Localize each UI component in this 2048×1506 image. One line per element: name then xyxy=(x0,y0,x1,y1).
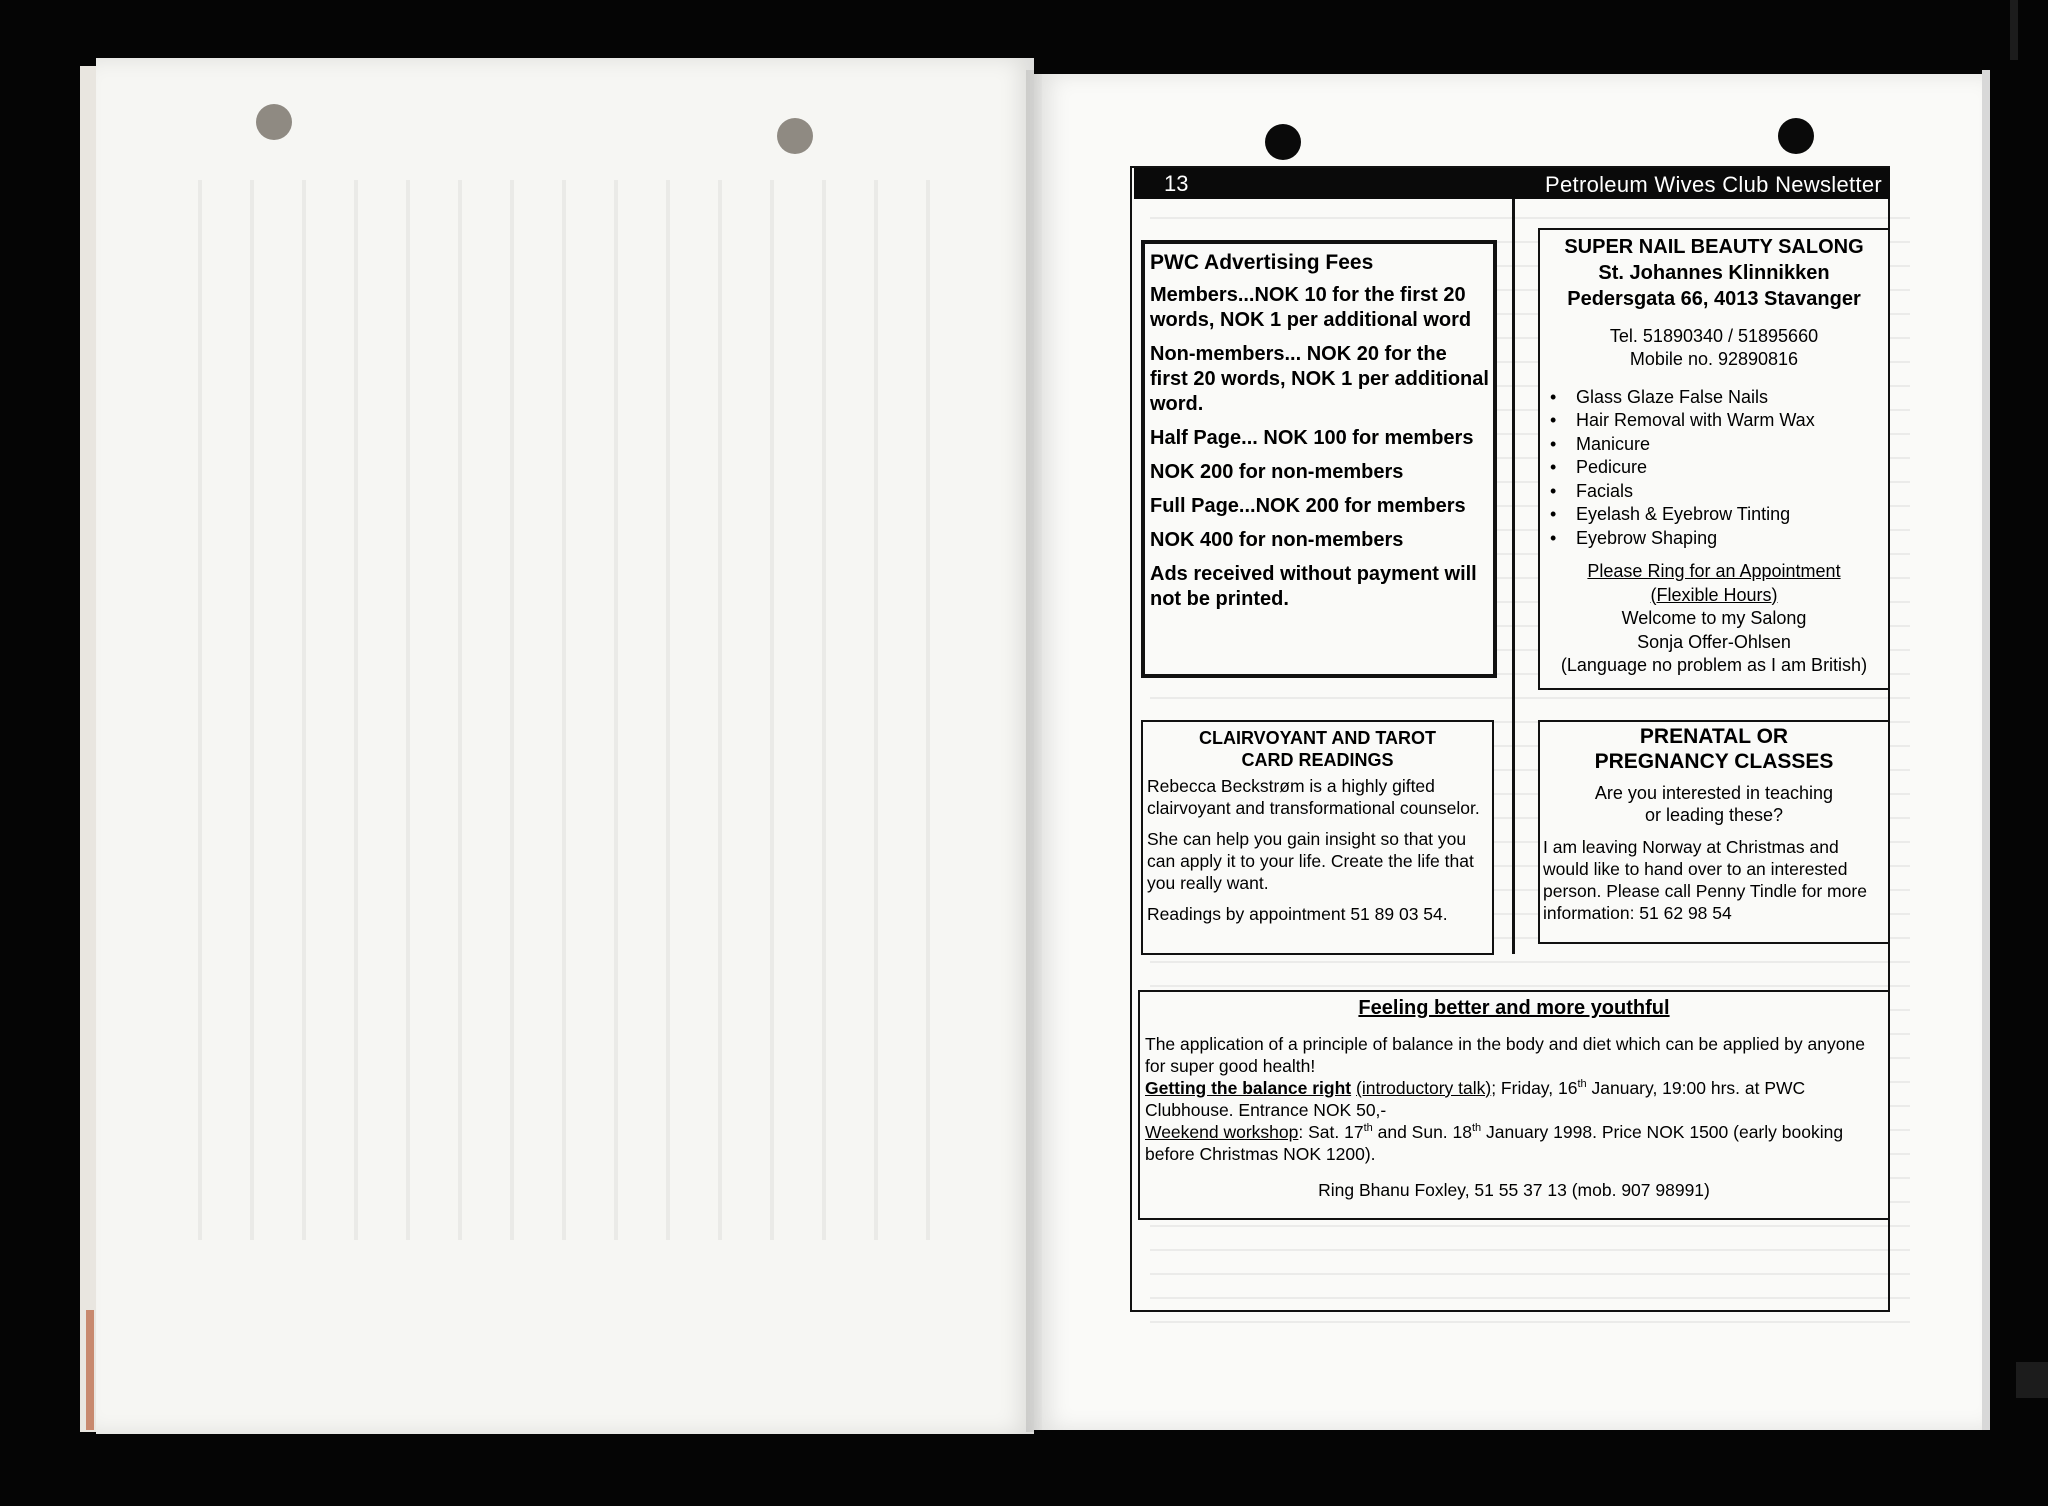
fee-full-page-members: Full Page...NOK 200 for members xyxy=(1150,495,1466,517)
advertising-fees-box xyxy=(1141,240,1497,678)
newsletter-header xyxy=(1134,168,1890,199)
clairvoyant-title-1: CLAIRVOYANT AND TAROT xyxy=(1198,728,1436,748)
prenatal-question-2: or leading these? xyxy=(1644,805,1784,825)
workshop-sup-1: th xyxy=(1363,1122,1373,1135)
workshop-mid: and Sun. 18 xyxy=(1372,1122,1472,1142)
clairvoyant-body: She can help you gain insight so that you can apply it to your life. Create the life that you really want. xyxy=(1147,829,1474,893)
nail-salon-ad xyxy=(1538,228,1890,690)
prenatal-classes-ad xyxy=(1538,720,1890,944)
prenatal-body: I am leaving Norway at Christmas and would like to hand over to an interested person. Please call Penny Tindle for more information: 51 62 98 54 xyxy=(1543,837,1867,923)
punch-hole-right-2 xyxy=(1778,118,1814,154)
fee-non-members: Non-members... NOK 20 for the first 20 words, NOK 1 per additional word. xyxy=(1150,343,1489,415)
salon-owner: Sonja Offer-Ohlsen xyxy=(1637,631,1791,652)
scanner-mark-bottom xyxy=(2016,1362,2048,1398)
prenatal-question xyxy=(1543,782,1885,826)
salon-address: Pedersgata 66, 4013 Stavanger xyxy=(1567,288,1861,310)
salon-hours: (Flexible Hours) xyxy=(1650,584,1778,605)
workshop-prefix: : Sat. 17 xyxy=(1298,1122,1364,1142)
workshop-label: Weekend workshop xyxy=(1145,1122,1299,1142)
spine-shadow xyxy=(1026,70,1042,1432)
list-item: • Eyelash & Eyebrow Tinting xyxy=(1550,503,1888,527)
list-item: • Facials xyxy=(1550,480,1888,504)
clairvoyant-intro: Rebecca Beckstrøm is a highly gifted clairvoyant and transformational counselor. xyxy=(1147,776,1480,818)
talk-date-prefix: ; Friday, 16 xyxy=(1491,1078,1578,1098)
talk-date-suffix: January, 19:00 hrs. at PWC Clubhouse. Entrance NOK 50,- xyxy=(1145,1078,1806,1120)
talk-label: Getting the balance right xyxy=(1145,1078,1352,1098)
list-item: • Eyebrow Shaping xyxy=(1550,527,1888,551)
prenatal-title-1: PRENATAL OR xyxy=(1639,725,1789,748)
prenatal-title-2: PREGNANCY CLASSES xyxy=(1594,750,1834,773)
talk-date-sup: th xyxy=(1577,1078,1587,1091)
feeling-workshop xyxy=(1145,1121,1883,1165)
salon-name: SUPER NAIL BEAUTY SALONG xyxy=(1564,236,1864,258)
advertising-fees-title: PWC Advertising Fees xyxy=(1150,251,1374,274)
feeling-title: Feeling better and more youthful xyxy=(1358,997,1670,1019)
salon-mobile: Mobile no. 92890816 xyxy=(1629,349,1799,369)
salon-services-list xyxy=(1550,386,1888,551)
fee-members: Members...NOK 10 for the first 20 words, NOK 1 per additional word xyxy=(1150,284,1472,331)
prenatal-question-1: Are you interested in teaching xyxy=(1594,783,1834,803)
column-divider xyxy=(1512,199,1515,954)
clairvoyant-contact: Readings by appointment 51 89 03 54. xyxy=(1147,904,1448,924)
feeling-contact: Ring Bhanu Foxley, 51 55 37 13 (mob. 907 98991) xyxy=(1318,1180,1710,1200)
punch-hole-left-2 xyxy=(777,118,813,154)
fee-half-page-members: Half Page... NOK 100 for members xyxy=(1150,427,1474,449)
workshop-sup-2: th xyxy=(1472,1122,1482,1135)
workshop-suffix: January 1998. Price NOK 1500 (early booking before Christmas NOK 1200). xyxy=(1145,1122,1844,1164)
talk-type: (introductory talk) xyxy=(1356,1078,1492,1098)
salon-appointment-note: Please Ring for an Appointment xyxy=(1587,561,1841,581)
fee-payment-note: Ads received without payment will not be printed. xyxy=(1150,563,1477,610)
right-page-edge xyxy=(1982,70,1990,1430)
salon-welcome: Welcome to my Salong xyxy=(1621,608,1807,628)
list-item: • Hair Removal with Warm Wax xyxy=(1550,409,1888,433)
scanner-mark-top xyxy=(2010,0,2018,60)
clairvoyant-title-2: CARD READINGS xyxy=(1241,750,1394,770)
feeling-better-ad xyxy=(1138,990,1890,1220)
page-number: 13 xyxy=(1164,171,1189,196)
left-page-red-edge xyxy=(86,1310,94,1430)
list-item: • Manicure xyxy=(1550,433,1888,457)
salon-language-note: (Language no problem as I am British) xyxy=(1560,655,1868,675)
salon-telephone: Tel. 51890340 / 51895660 xyxy=(1609,326,1819,346)
clairvoyant-ad xyxy=(1141,720,1494,955)
list-item: • Pedicure xyxy=(1550,456,1888,480)
feeling-talk xyxy=(1145,1077,1883,1121)
punch-hole-left-1 xyxy=(256,104,292,140)
list-item: • Glass Glaze False Nails xyxy=(1550,386,1888,410)
feeling-intro: The application of a principle of balance in the body and diet which can be applied by anyone for super good health! xyxy=(1145,1034,1865,1076)
newsletter-title: Petroleum Wives Club Newsletter xyxy=(1545,172,1882,197)
fee-half-page-non-members: NOK 200 for non-members xyxy=(1150,461,1404,483)
salon-location: St. Johannes Klinnikken xyxy=(1598,262,1830,284)
left-page-bleed-through xyxy=(150,180,970,1240)
punch-hole-right-1 xyxy=(1265,124,1301,160)
fee-full-page-non-members: NOK 400 for non-members xyxy=(1150,529,1404,551)
